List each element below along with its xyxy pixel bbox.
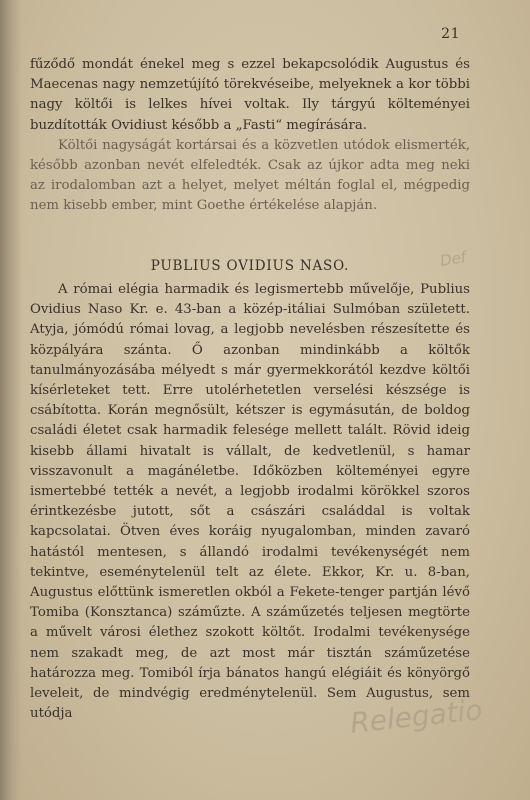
body-text-block xyxy=(30,280,470,724)
top-text-block xyxy=(30,55,470,217)
body-paragraph: A római elégia harmadik és legismertebb művelője, Publius Ovidius Naso Kr. e. 43-ban a közép-itáliai Sulmóban született. Atyja, jómódú római lovag, a legjobb nevelésben részesítette és közpályára szánta. Ő azonban mindinkább a költők tanulmányozásába mélyedt s már gyermekkorától kezdve költői kísérleteket tett. Erre utolérhetetlen verselési készsége is csábította. Korán megnősült, kétszer is egymásután, de boldog családi életet csak harmadik felesége mellett talált. Rövid ideig kisebb állami hivatalt is vállalt, de kedvetlenül, s hamar visszavonult a magánéletbe. Időközben költeményei egyre ismertebbé tették a nevét, a legjobb irodalmi körökkel szoros érintkezésbe jutott, sőt a császári családdal is voltak kapcsolatai. Ötven éves koráig nyugalomban, minden zavaró hatástól mentesen, s állandó irodalmi tevékenységét nem tekintve, eseménytelenül telt az élete. Ekkor, Kr. u. 8-ban, Augustus előttünk ismeretlen okból a Fekete-tenger partján lévő Tomiba (Konsztanca) száműzte. A száműzetés teljesen megtörte a művelt városi élethez szokott költőt. Irodalmi tevékenysége nem szakadt meg, de azt most már tisztán száműzetése határozza meg. Tomiból írja bánatos hangú elégiáit és könyörgő leveleit, de mindvégig eredménytelenül. Sem Augustus, sem utódja xyxy=(30,282,470,722)
top-paragraph-2: Költői nagyságát kortársai és a közvetlen utódok elismerték, később azonban nevét elfeledték. Csak az újkor adta meg neki az irodalomban azt a helyet, melyet méltán foglal el, mégpedig nem kisebb ember, mint Goethe értékelése alapján. xyxy=(30,137,470,214)
top-paragraph-1: fűződő mondát énekel meg s ezzel bekapcsolódik Augustus és Maecenas nagy nemzetújító törekvéseibe, melyeknek a kor többi nagy költői is lelkes hívei voltak. Ily tárgyú költeményei buzdították Ovidiust később a „Fasti“ megírására. xyxy=(30,57,470,133)
pencil-annotation: Def xyxy=(438,247,468,271)
chapter-title: PUBLIUS OVIDIUS NASO. xyxy=(150,258,350,274)
page-number: 21 xyxy=(441,26,460,42)
page-binding-shadow xyxy=(0,0,22,800)
pencil-annotation-relegatio: Relegatio xyxy=(348,693,484,740)
